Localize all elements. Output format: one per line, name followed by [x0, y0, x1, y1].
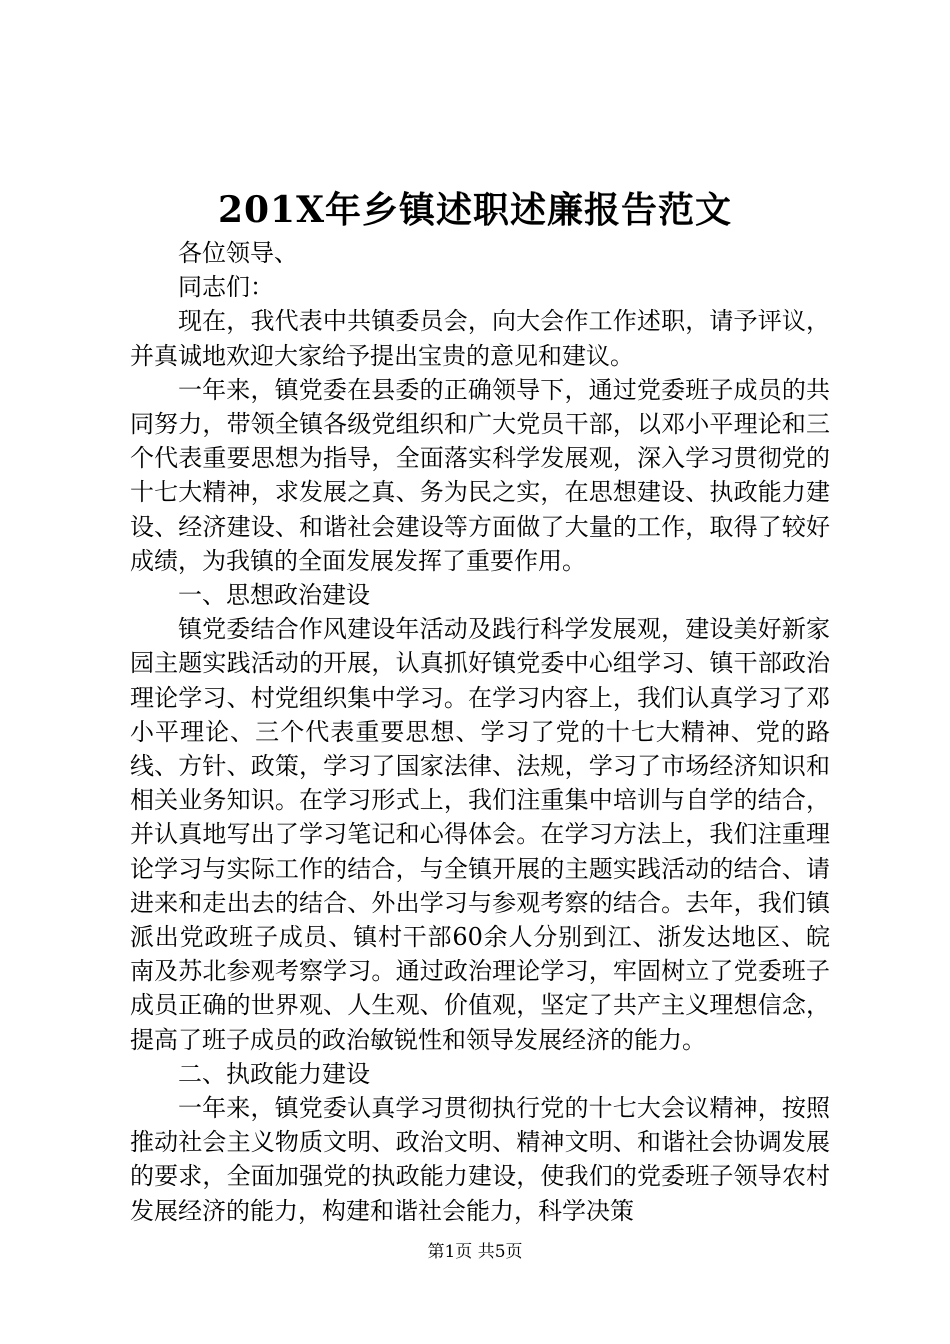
document-body — [130, 236, 830, 1228]
paragraph-section-2: 一年来，镇党委认真学习贯彻执行党的十七大会议精神，按照推动社会主义物质文明、政治文明、精神文明、和谐社会协调发展的要求，全面加强党的执政能力建设，使我们的党委班子领导农村发展经济的能力，构建和谐社会能力，科学决策 — [130, 1094, 830, 1225]
section-heading-1: 一、思想政治建设 — [178, 581, 370, 610]
document-title: 201X年乡镇述职述廉报告范文 — [217, 189, 733, 231]
salutation-line-1: 各位领导、 — [178, 239, 298, 267]
salutation-line-2: 同志们： — [178, 273, 274, 302]
paragraph-intro: 现在，我代表中共镇委员会，向大会作工作述职，请予评议，并真诚地欢迎大家给予提出宝贵的意见和建议。 — [130, 307, 830, 370]
page-number-footer: 第1页 共5页 — [427, 1242, 523, 1262]
paragraph-section-1: 镇党委结合作风建设年活动及践行科学发展观，建设美好新家园主题实践活动的开展，认真抓好镇党委中心组学习、镇干部政治理论学习、村党组织集中学习。在学习内容上，我们认真学习了邓小平理论、三个代表重要思想、学习了党的十七大精神、党的路线、方针、政策，学习了国家法律、法规，学习了市场经济知识和相关业务知识。在学习形式上，我们注重集中培训与自学的结合，并认真地写出了学习笔记和心得体会。在学习方法上，我们注重理论学习与实际工作的结合，与全镇开展的主题实践活动的结合、请进来和走出去的结合、外出学习与参观考察的结合。去年，我们镇派出党政班子成员、镇村干部60余人分别到江、浙发达地区、皖南及苏北参观考察学习。通过政治理论学习，牢固树立了党委班子成员正确的世界观、人生观、价值观，坚定了共产主义理想信念，提高了班子成员的政治敏锐性和领导发展经济的能力。 — [130, 615, 830, 1054]
section-heading-2: 二、执政能力建设 — [178, 1059, 370, 1088]
paragraph-overview: 一年来，镇党委在县委的正确领导下，通过党委班子成员的共同努力，带领全镇各级党组织和广大党员干部，以邓小平理论和三个代表重要思想为指导，全面落实科学发展观，深入学习贯彻党的十七大精神，求发展之真、务为民之实，在思想建设、执政能力建设、经济建设、和谐社会建设等方面做了大量的工作，取得了较好成绩，为我镇的全面发展发挥了重要作用。 — [130, 375, 830, 575]
